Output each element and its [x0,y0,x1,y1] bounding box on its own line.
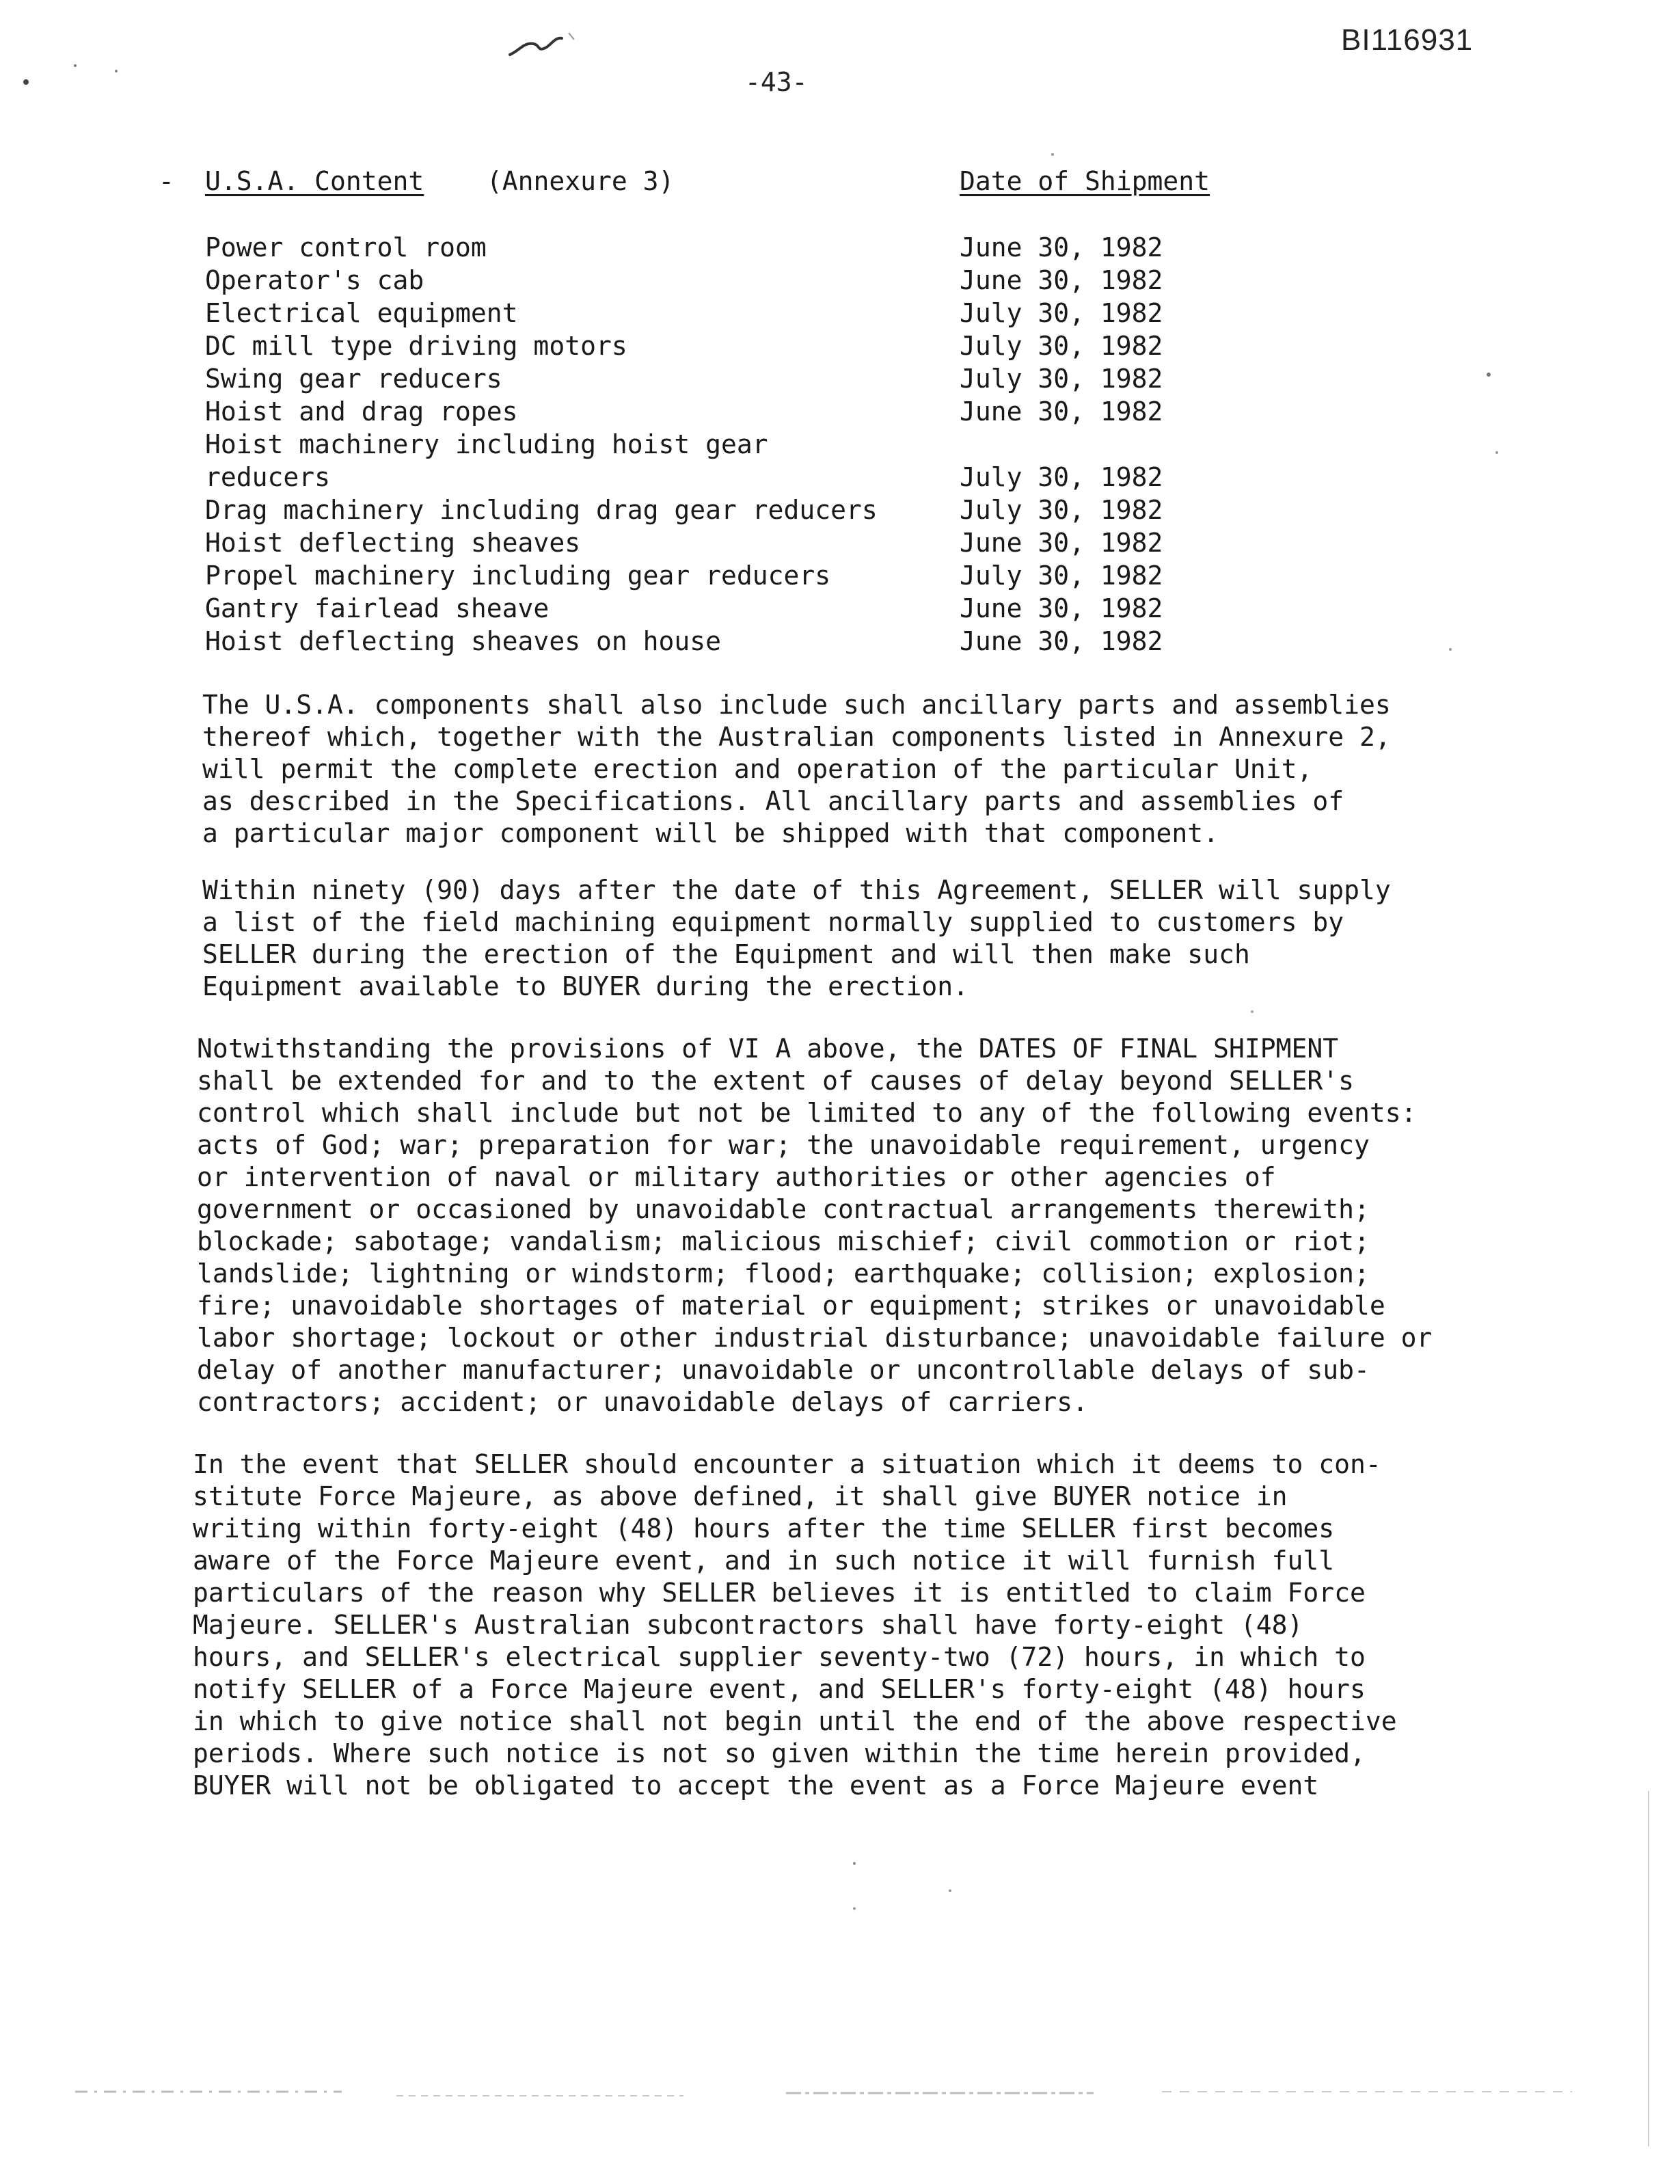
shipment-item-row [205,526,1230,559]
document-id: BI116931 [1341,23,1474,57]
shipment-item-row [205,428,1230,494]
shipment-item-row [205,559,1230,592]
paragraph-force-majeure-notice: In the event that SELLER should encounter a situation which it deems to con- stitute Force Majeure, as above defined, it shall give BUYER notice in writing within forty-eight (48) hours after the time SELLER first becomes aware of the Force Majeure event, and in such notice it will furnish full particulars of the reason why SELLER believes it is entitled to claim Force Majeure. SELLER's Australian subcontractors shall have forty-eight (48) hours, and SELLER's electrical supplier seventy-two (72) hours, in which to notify SELLER of a Force Majeure event, and SELLER's forty-eight (48) hours in which to give notice shall not begin until the end of the above respective periods. Where such notice is not so given within the time herein provided, BUYER will not be obligated to accept the event as a Force Majeure event [193,1449,1397,1801]
page-number: -43- [745,67,808,97]
shipment-item-date: July 30, 1982 [960,495,1163,525]
shipment-item-row [205,395,1230,428]
body-text [193,689,1491,1826]
shipment-item-date: July 30, 1982 [960,298,1163,328]
shipment-item-name: Electrical equipment [205,298,518,328]
shipment-item-name: Propel machinery including gear reducers [205,561,831,591]
shipment-item-row [205,494,1230,526]
shipment-item-name: Hoist deflecting sheaves [205,528,581,558]
shipment-item-name: Operator's cab [205,265,424,295]
shipment-item-date: June 30, 1982 [960,265,1163,295]
paragraph-ancillary-parts: The U.S.A. components shall also include such ancillary parts and assemblies thereof which, together with the Australian components listed in Annexure 2, will permit the complete erection and operation of the particular Unit, as described in the Specifications. All ancillary parts and assemblies of a particular major component will be shipped with that component. [202,690,1391,848]
annexure-label: (Annexure 3) [486,166,675,196]
shipment-item-date: July 30, 1982 [960,331,1163,361]
shipment-item-name: Hoist machinery including hoist gear reducers [205,429,768,492]
shipment-item-date: June 30, 1982 [960,626,1163,656]
content-column-header [205,166,674,196]
pen-mark-icon [506,27,581,62]
shipment-item-row [205,625,1230,658]
shipment-item-list [205,231,1230,658]
shipment-item-name: Swing gear reducers [205,364,502,394]
paragraph-final-shipment-extension: Notwithstanding the provisions of VI A above, the DATES OF FINAL SHIPMENT shall be extended for and to the extent of causes of delay beyond SELLER's control which shall include but not be limited to any of the following events: acts of God; war; preparation for war; the unavoidable requirement, urgency or intervention of naval or military authorities or other agencies of government or occasioned by unavoidable contractual arrangements therewith; blockade; sabotage; vandalism; malicious mischief; civil commotion or riot; landslide; lightning or windstorm; flood; earthquake; collision; explosion; fire; unavoidable shortages of material or equipment; strikes or unavoidable labor shortage; lockout or other industrial disturbance; unavoidable failure or delay of another manufacturer; unavoidable or uncontrollable delays of sub- contractors; accident; or unavoidable delays of carriers. [197,1034,1433,1417]
date-column-header: Date of Shipment [960,166,1210,196]
shipment-item-name: Gantry fairlead sheave [205,593,550,623]
shipment-item-name: Power control room [205,232,487,262]
header-dash-mark: - [159,166,174,196]
shipment-item-date: June 30, 1982 [960,396,1163,427]
shipment-item-date: July 30, 1982 [960,462,1163,492]
content-header-label: U.S.A. Content [205,166,424,196]
shipment-item-date: June 30, 1982 [960,593,1163,623]
shipment-item-date: June 30, 1982 [960,528,1163,558]
shipment-item-row [205,362,1230,395]
shipment-table-header [159,166,1293,207]
shipment-item-name: DC mill type driving motors [205,331,627,361]
shipment-item-row [205,297,1230,329]
shipment-item-date: June 30, 1982 [960,232,1163,262]
shipment-item-name: Hoist and drag ropes [205,396,518,427]
shipment-item-date: July 30, 1982 [960,561,1163,591]
shipment-item-name: Drag machinery including drag gear reducers [205,495,878,525]
shipment-item-row [205,592,1230,625]
shipment-item-date: July 30, 1982 [960,364,1163,394]
shipment-item-row [205,264,1230,297]
shipment-item-row [205,329,1230,362]
paragraph-field-machining: Within ninety (90) days after the date of this Agreement, SELLER will supply a list of the field machining equipment normally supplied to customers by SELLER during the erection of the Equipment and will then make such Equipment available to BUYER during the erection. [202,875,1391,1001]
shipment-item-row [205,231,1230,264]
shipment-item-name: Hoist deflecting sheaves on house [205,626,721,656]
